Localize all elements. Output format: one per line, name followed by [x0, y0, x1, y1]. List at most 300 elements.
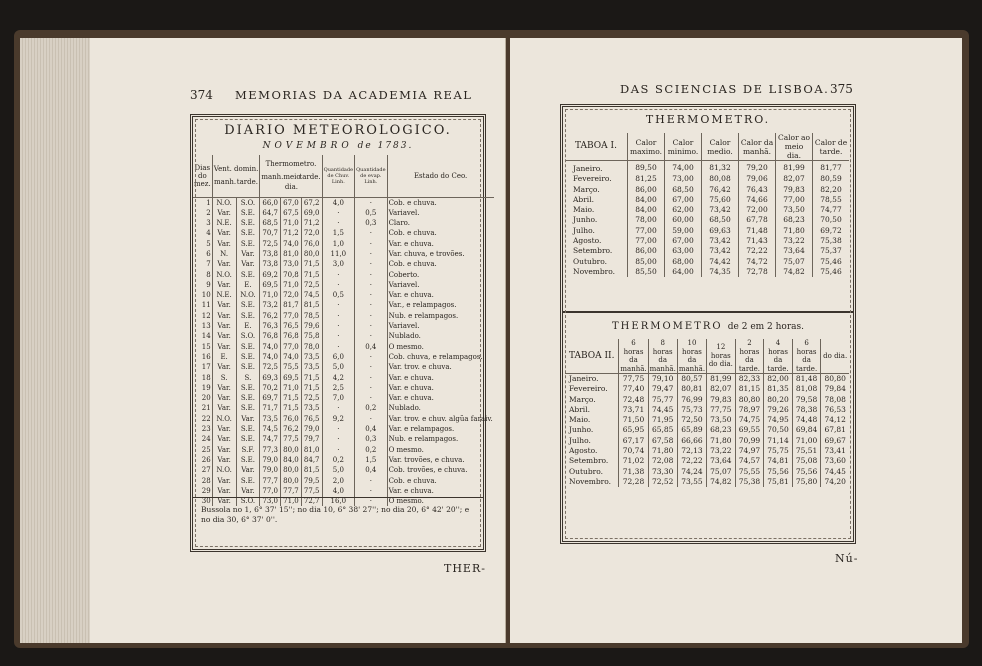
taboa-2-cell: 80,81 — [677, 384, 706, 394]
diary-cell: 6 — [206, 249, 211, 258]
taboa-1-cell: Agosto. — [573, 236, 602, 246]
diary-cell: 68,5 — [260, 218, 281, 228]
diary-cell: 74,0 — [260, 352, 281, 362]
diary-cell: 0,2 — [355, 403, 387, 413]
diary-cell: 76,0 — [301, 239, 322, 249]
diary-cell: 17 — [201, 363, 211, 372]
table-divider — [563, 311, 853, 313]
taboa-1-header: Calor maximo. — [628, 133, 665, 161]
diary-cell: S.E. — [236, 383, 260, 393]
diary-cell: Var. chuva, e trovões. — [387, 249, 494, 259]
diary-cell: · — [322, 424, 354, 434]
diary-cell: 4 — [206, 229, 211, 238]
diary-cell: E. — [212, 352, 236, 362]
taboa-2-row — [565, 456, 849, 466]
taboa-2-cell: 65,95 — [619, 425, 648, 435]
diary-cell: S.O. — [236, 496, 260, 506]
diary-cell: 69,5 — [260, 280, 281, 290]
diary-cell: 81,5 — [301, 300, 322, 310]
diary-cell: · — [322, 270, 354, 280]
diary-year: de 1783. — [357, 141, 414, 151]
left-running-head: MEMORIAS DA ACADEMIA REAL — [235, 88, 473, 102]
right-page-number: 375 — [830, 82, 853, 96]
taboa-1-cell: 84,00 — [628, 205, 665, 215]
taboa-1-row — [565, 246, 849, 256]
taboa-2-header: 8 horas da manhã. — [649, 339, 676, 373]
diary-cell: S.E. — [236, 300, 260, 310]
taboa-2-cell: 74,45 — [648, 405, 677, 415]
diary-cell: Nub. e relampagos. — [387, 311, 494, 321]
diary-cell: S.E. — [236, 393, 260, 403]
taboa-1-cell: 67,00 — [665, 236, 702, 246]
taboa-2-cell: 67,17 — [619, 436, 648, 446]
diary-cell: 1 — [206, 198, 211, 207]
taboa-1-row — [565, 195, 849, 205]
diary-cell: 66,0 — [260, 197, 281, 208]
taboa-1-cell: 69,63 — [702, 226, 739, 236]
diary-cell: Var. — [212, 486, 236, 496]
diary-row — [193, 414, 494, 424]
diary-cell: · — [355, 311, 387, 321]
diary-cell: Var. — [236, 414, 260, 424]
diary-cell: Nublado. — [387, 331, 494, 341]
diary-cell: Var. — [212, 321, 236, 331]
taboa-1-cell: Maio. — [573, 205, 595, 215]
diary-cell: 23 — [201, 425, 211, 434]
taboa-2-cell: 73,55 — [677, 477, 706, 487]
right-catchword: Nú- — [835, 552, 859, 565]
diary-cell: 84,7 — [301, 455, 322, 465]
diary-cell: 72,5 — [260, 239, 281, 249]
diary-cell: S.E. — [236, 311, 260, 321]
diary-cell: 71,7 — [260, 403, 281, 413]
diary-cell: · — [355, 414, 387, 424]
diary-cell: · — [355, 496, 387, 506]
taboa-1-cell: Novembro. — [573, 266, 616, 276]
diary-cell: Var. — [212, 362, 236, 372]
taboa-2-cell: 79,84 — [821, 384, 849, 394]
diary-cell: O mesmo. — [387, 342, 494, 352]
diary-cell: Var. — [212, 331, 236, 341]
taboa-1-cell: 79,06 — [739, 174, 776, 184]
right-page — [510, 38, 962, 643]
diary-cell: 67,5 — [281, 208, 302, 218]
taboa-1-cell: 81,32 — [702, 161, 739, 175]
taboa-2-cell: 73,60 — [821, 456, 849, 466]
taboa-1-row — [565, 161, 849, 175]
diary-cell: S.E. — [236, 208, 260, 218]
diary-cell: · — [355, 331, 387, 341]
diary-cell: 72,5 — [260, 362, 281, 372]
diary-cell: Claro. — [387, 218, 494, 228]
taboa-2-cell: 81,08 — [792, 384, 821, 394]
taboa-2-cell: 68,23 — [707, 425, 736, 435]
diary-cell: 84,0 — [281, 455, 302, 465]
diary-cell: 73,5 — [301, 403, 322, 413]
diary-cell: S.E. — [236, 352, 260, 362]
diary-cell: E. — [236, 280, 260, 290]
taboa-1-cell: 68,50 — [665, 185, 702, 195]
diary-cell: 11 — [201, 301, 211, 310]
bussola-note: Bussola no 1, 6° 37' 15''; no dia 10, 6° 38' 27''; no dia 20, 6° 42' 20''; e no dia 30, 6° 37' 0''. — [201, 505, 470, 524]
diary-cell: Var. e chuva. — [387, 486, 494, 496]
diary-cell: Var. e chuva. — [387, 239, 494, 249]
diary-cell: 71,5 — [301, 259, 322, 269]
diary-cell: 71,5 — [301, 383, 322, 393]
diary-row — [193, 352, 494, 362]
taboa-2-cell: 74,45 — [821, 467, 849, 477]
diary-cell: S. — [212, 373, 236, 383]
diary-cell: O mesmo. — [387, 445, 494, 455]
diary-cell: 71,5 — [301, 373, 322, 383]
diary-cell: Var. e chuva. — [387, 373, 494, 383]
diary-cell: Var. trov. e chuva. — [387, 362, 494, 372]
col-thermometro: Thermometro. manh. meio dia. tarde. — [260, 155, 322, 197]
diary-cell: 27 — [201, 466, 211, 475]
diary-row — [193, 424, 494, 434]
taboa-1-cell: 81,25 — [628, 174, 665, 184]
taboa-2-cell: 70,50 — [764, 425, 793, 435]
diary-cell: Var. — [212, 424, 236, 434]
taboa-2-cell: 72,13 — [677, 446, 706, 456]
taboa-1-cell: 73,42 — [702, 246, 739, 256]
diary-cell: S.E. — [236, 270, 260, 280]
diary-cell: 77,7 — [281, 486, 302, 496]
taboa-2-cell: 73,64 — [707, 456, 736, 466]
taboa-1-cell: 82,07 — [776, 174, 813, 184]
taboa-2-cell: 81,99 — [707, 374, 736, 385]
diary-cell: 77,7 — [260, 476, 281, 486]
diary-cell: Cob. trovões, e chuva. — [387, 465, 494, 475]
diary-cell: Var. e relampagos. — [387, 424, 494, 434]
diary-cell: · — [355, 393, 387, 403]
taboa-2-cell: 73,41 — [821, 446, 849, 456]
diary-subtitle — [193, 141, 483, 151]
taboa-1-cell: 75,46 — [813, 257, 850, 267]
taboa-2-cell: Abril. — [569, 404, 590, 414]
diary-cell: 76,5 — [281, 321, 302, 331]
taboa-2-cell: 71,80 — [648, 446, 677, 456]
taboa-1-cell: 74,42 — [702, 257, 739, 267]
taboa-1-name: TABOA I. — [565, 133, 628, 161]
taboa-1-row — [565, 185, 849, 195]
diary-cell: · — [355, 373, 387, 383]
taboa-2-cell: 72,22 — [677, 456, 706, 466]
diary-row — [193, 455, 494, 465]
taboa-1-cell: 89,50 — [628, 161, 665, 175]
diary-cell: 15 — [201, 342, 211, 351]
diary-cell: Nublado. — [387, 403, 494, 413]
taboa-2-row — [565, 425, 849, 435]
diary-cell: S.E. — [236, 434, 260, 444]
taboa-2-cell: 67,58 — [648, 436, 677, 446]
taboa-1-cell: Setembro. — [573, 246, 613, 256]
diary-cell: Var. — [212, 259, 236, 269]
taboa-1-cell: 79,83 — [776, 185, 813, 195]
diary-cell: 69,7 — [260, 393, 281, 403]
taboa-1-cell: 69,72 — [813, 226, 850, 236]
taboa-1-cell: 75,07 — [776, 257, 813, 267]
diary-cell: Var. — [212, 342, 236, 352]
diary-cell: 70,8 — [281, 270, 302, 280]
diary-cell: · — [355, 476, 387, 486]
diary-cell: 4,0 — [322, 197, 354, 208]
diary-row — [193, 434, 494, 444]
diary-cell: Var. — [212, 393, 236, 403]
taboa-1-row — [565, 205, 849, 215]
taboa-1-cell: Fevereiro. — [573, 174, 612, 184]
diary-cell: 28 — [201, 476, 211, 485]
diary-cell: · — [322, 342, 354, 352]
taboa-2-cell: 72,50 — [677, 415, 706, 425]
taboa-1-cell: Março. — [573, 184, 600, 194]
taboa-1-cell: 82,20 — [813, 185, 850, 195]
diary-cell: · — [355, 362, 387, 372]
taboa-1-cell: 72,78 — [739, 267, 776, 277]
diary-cell: S.O. — [236, 331, 260, 341]
diary-cell: 16 — [201, 352, 211, 361]
diary-cell: Var. — [212, 280, 236, 290]
taboa-1-cell: Junho. — [573, 215, 598, 225]
taboa-2-cell: 79,26 — [764, 405, 793, 415]
diary-cell: 77,5 — [301, 486, 322, 496]
diary-cell: 8 — [206, 270, 211, 279]
taboa-1-row — [565, 215, 849, 225]
diary-cell: S.F. — [236, 445, 260, 455]
taboa-2-cell: 74,20 — [821, 477, 849, 487]
diary-cell: 1,0 — [322, 239, 354, 249]
taboa-1-cell: 77,00 — [776, 195, 813, 205]
taboa-1-cell: 79,20 — [739, 161, 776, 175]
diary-cell: 18 — [201, 373, 211, 382]
taboa-1-cell: 78,00 — [628, 215, 665, 225]
taboa-1-cell: 63,00 — [665, 246, 702, 256]
col-vent: Vent. domin. manh. tarde. — [212, 155, 260, 197]
diary-cell: S.O. — [236, 197, 260, 208]
taboa-2-cell: 73,71 — [619, 405, 648, 415]
taboa-2-cell: 75,80 — [792, 477, 821, 487]
taboa-1-cell: 71,80 — [776, 226, 813, 236]
taboa-2-cell: 82,33 — [735, 374, 764, 385]
taboa-2-cell: 78,08 — [821, 395, 849, 405]
taboa-1-cell: 75,46 — [813, 267, 850, 277]
taboa-1-cell: 74,00 — [665, 161, 702, 175]
thermo-title-2: THERMOMETRO de 2 em 2 horas. — [612, 321, 804, 332]
diary-cell: 77,0 — [260, 486, 281, 496]
taboa-2-cell: 81,48 — [792, 374, 821, 385]
diary-row — [193, 300, 494, 310]
diary-row — [193, 228, 494, 238]
taboa-2-header: 4 horas da tarde. — [764, 339, 793, 374]
diary-cell: · — [322, 300, 354, 310]
diary-cell: 72,5 — [301, 393, 322, 403]
diary-cell: 69,3 — [260, 373, 281, 383]
diary-cell: 26 — [201, 455, 211, 464]
taboa-1-cell: 81,77 — [813, 161, 850, 175]
diary-cell: · — [322, 331, 354, 341]
taboa-2-cell: 74,48 — [792, 415, 821, 425]
taboa-1-cell: 86,00 — [628, 246, 665, 256]
diary-note-rule — [193, 497, 483, 498]
diary-cell: Var. — [236, 249, 260, 259]
taboa-2-row — [565, 446, 849, 456]
col-chuva: Quantidade de Chuv. Linh. — [322, 155, 354, 197]
diary-cell: 3 — [206, 219, 211, 228]
taboa-1-cell: 68,50 — [702, 215, 739, 225]
taboa-2-cell: 76,99 — [677, 395, 706, 405]
taboa-1-cell: 80,59 — [813, 174, 850, 184]
taboa-2-row — [565, 436, 849, 446]
taboa-2-cell: 72,28 — [619, 477, 648, 487]
diary-cell: · — [322, 445, 354, 455]
taboa-2-cell: 79,83 — [707, 395, 736, 405]
diary-cell: 11,0 — [322, 249, 354, 259]
taboa-1-cell: 74,77 — [813, 205, 850, 215]
taboa-2-cell: 80,20 — [764, 395, 793, 405]
diary-row — [193, 331, 494, 341]
diary-cell: · — [322, 218, 354, 228]
diary-cell: · — [355, 259, 387, 269]
taboa-2-cell: 75,73 — [677, 405, 706, 415]
diary-cell: Var., e relampagos. — [387, 300, 494, 310]
diary-cell: 69,0 — [301, 208, 322, 218]
diary-row — [193, 465, 494, 475]
diary-row — [193, 218, 494, 228]
taboa-2-cell: 80,80 — [735, 395, 764, 405]
taboa-2-cell: Junho. — [569, 425, 594, 435]
taboa-1-cell: 67,78 — [739, 215, 776, 225]
diary-cell: 81,5 — [301, 465, 322, 475]
taboa-2-header: 12 horas do dia. — [707, 339, 736, 374]
taboa-1-cell: 73,42 — [702, 236, 739, 246]
taboa-2-cell: 82,07 — [707, 384, 736, 394]
taboa-2-cell: 74,81 — [764, 456, 793, 466]
diary-cell: 70,2 — [260, 383, 281, 393]
taboa-1 — [565, 133, 849, 277]
diary-cell: 0,2 — [322, 455, 354, 465]
taboa-2-cell: 75,08 — [792, 456, 821, 466]
diary-cell: 71,0 — [281, 383, 302, 393]
diary-row — [193, 321, 494, 331]
diary-cell: Var. — [212, 228, 236, 238]
diary-cell: 5 — [206, 239, 211, 248]
taboa-2-cell: 75,77 — [648, 395, 677, 405]
diary-cell: 64,7 — [260, 208, 281, 218]
diary-cell: 25 — [201, 445, 211, 454]
diary-row — [193, 403, 494, 413]
diary-cell: Variavel. — [387, 280, 494, 290]
taboa-1-cell: 75,37 — [813, 246, 850, 256]
taboa-2-cell: 69,84 — [792, 425, 821, 435]
diary-cell: 74,5 — [260, 424, 281, 434]
taboa-2-cell: 75,81 — [764, 477, 793, 487]
col-estado: Estado do Ceo. — [387, 155, 494, 197]
diary-cell: 77,5 — [281, 434, 302, 444]
taboa-1-row — [565, 236, 849, 246]
diary-cell: 76,2 — [260, 311, 281, 321]
diary-cell: 69,2 — [260, 270, 281, 280]
diary-cell: 71,5 — [301, 270, 322, 280]
diary-row — [193, 197, 494, 208]
diary-cell: · — [355, 300, 387, 310]
taboa-1-row — [565, 257, 849, 267]
taboa-2-cell: 70,99 — [735, 436, 764, 446]
diary-row — [193, 259, 494, 269]
taboa-2-cell: 73,30 — [648, 467, 677, 477]
diary-row — [193, 280, 494, 290]
diary-cell: 20 — [201, 394, 211, 403]
diary-title: DIARIO METEOROLOGICO. — [224, 123, 452, 138]
diary-cell: N.O. — [236, 290, 260, 300]
taboa-2-cell: 75,51 — [792, 446, 821, 456]
taboa-2-cell: 71,14 — [764, 436, 793, 446]
diary-row — [193, 342, 494, 352]
diary-cell: 30 — [201, 497, 211, 506]
diary-row — [193, 270, 494, 280]
diary-cell: 76,8 — [260, 331, 281, 341]
taboa-2-cell: 72,48 — [619, 395, 648, 405]
diary-cell: · — [355, 197, 387, 208]
diary-cell: Var. e chuva. — [387, 393, 494, 403]
diary-cell: 0,2 — [355, 445, 387, 455]
taboa-2-cell: 80,57 — [677, 374, 706, 385]
taboa-2-cell: 69,55 — [735, 425, 764, 435]
diary-cell: E. — [236, 321, 260, 331]
diary-cell: 73,5 — [301, 352, 322, 362]
taboa-2-cell: 65,89 — [677, 425, 706, 435]
diary-cell: 76,2 — [281, 424, 302, 434]
taboa-2-row — [565, 477, 849, 487]
taboa-1-cell: 73,00 — [665, 174, 702, 184]
taboa-1-cell: 73,22 — [776, 236, 813, 246]
diary-cell: 80,0 — [301, 249, 322, 259]
col-evap: Quantidade de evap. Linh. — [355, 155, 387, 197]
taboa-2-cell: 74,82 — [707, 477, 736, 487]
taboa-2-cell: Novembro. — [569, 476, 612, 486]
taboa-1-cell: 73,50 — [776, 205, 813, 215]
taboa-1-cell: 85,00 — [628, 257, 665, 267]
thermo-title-1: THERMOMETRO. — [645, 113, 771, 126]
diary-cell: · — [355, 270, 387, 280]
diary-cell: Var. — [212, 455, 236, 465]
diary-cell: Var. — [212, 496, 236, 506]
diary-cell: 12 — [201, 311, 211, 320]
diary-cell: · — [355, 249, 387, 259]
left-page-number: 374 — [190, 88, 213, 102]
diary-cell: S.E. — [236, 362, 260, 372]
taboa-2-cell: 75,07 — [707, 467, 736, 477]
left-table-frame — [190, 114, 493, 552]
diary-cell: Cob. e chuva. — [387, 197, 494, 208]
taboa-2-cell: 79,47 — [648, 384, 677, 394]
diary-cell: 72,7 — [301, 496, 322, 506]
taboa-1-cell: 78,55 — [813, 195, 850, 205]
taboa-2-cell: 75,38 — [735, 477, 764, 487]
diary-row — [193, 362, 494, 372]
diary-cell: 76,0 — [281, 414, 302, 424]
diary-cell: 0,5 — [322, 290, 354, 300]
diary-cell: S.E. — [236, 403, 260, 413]
taboa-2-cell: 75,75 — [764, 446, 793, 456]
diary-row — [193, 445, 494, 455]
diary-cell: S.E. — [236, 476, 260, 486]
diary-cell: 22 — [201, 414, 211, 423]
taboa-1-cell: 59,00 — [665, 226, 702, 236]
taboa-2-cell: 74,24 — [677, 467, 706, 477]
diary-cell: 2 — [206, 208, 211, 217]
diary-cell: Var. — [212, 476, 236, 486]
taboa-1-cell: 76,43 — [739, 185, 776, 195]
